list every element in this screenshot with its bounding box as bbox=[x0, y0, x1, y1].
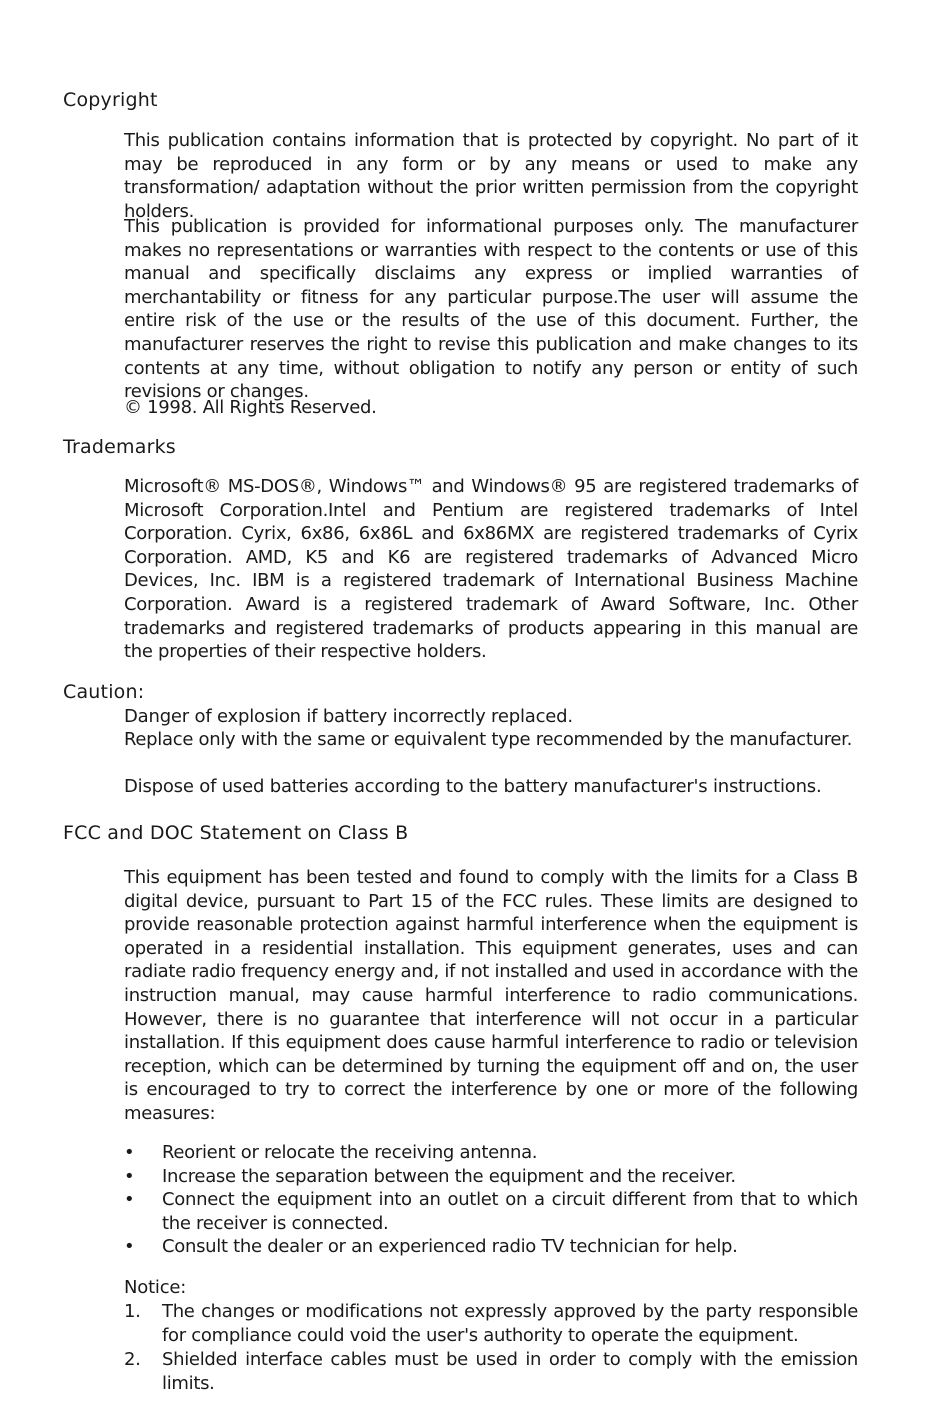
list-item: • Reorient or relocate the receiving antenna. bbox=[124, 1142, 538, 1163]
copyright-paragraph-2: This publication is provided for informational purposes only. The manufacturer makes no representations or warranties with respect to the contents or use of this manual and specifically disclaims any express or implied warranties of merchantability or fitness for any particular purpose.The user will assume the entire risk of the use or the results of the use of this document. Further, the manufacturer reserves the right to revise this publication and make changes to its contents at any time, without obligation to notify any person or entity of such revisions or changes. bbox=[124, 216, 858, 403]
copyright-notice: © 1998. All Rights Reserved. bbox=[124, 397, 377, 418]
caution-heading: Caution: bbox=[63, 681, 145, 703]
trademarks-heading: Trademarks bbox=[63, 436, 176, 458]
list-item: • Consult the dealer or an experienced radio TV technician for help. bbox=[124, 1236, 738, 1258]
copyright-paragraph-1: This publication contains information that is protected by copyright. No part of it may be reproduced in any form or by any means or used to make any transformation/ adaptation without the prior written permission from the copyright holders. bbox=[124, 130, 858, 222]
bullet-marker: • bbox=[124, 1165, 135, 1187]
caution-line-1: Danger of explosion if battery incorrectly replaced. bbox=[124, 706, 573, 727]
list-item: 1. The changes or modifications not expressly approved by the party responsible for compliance could void the user's authority to operate the equipment. bbox=[124, 1301, 858, 1346]
notice-label: Notice: bbox=[124, 1277, 187, 1298]
trademarks-paragraph: Microsoft® MS-DOS®, Windows™ and Windows® 95 are registered trademarks of Microsoft Corporation.Intel and Pentium are registered trademarks of Intel Corporation. Cyrix, 6x86, 6x86L and 6x86MX are registered trademarks of Cyrix Corporation. AMD, K5 and K6 are registered trademarks of Advanced Micro Devices, Inc. IBM is a registered trademark of International Business Machine Corporation. Award is a registered trademark of Award Software, Inc. Other trademarks and registered trademarks of products appearing in this manual are the properties of their respective holders. bbox=[124, 476, 858, 663]
caution-line-3: Dispose of used batteries according to the battery manufacturer's instructions. bbox=[124, 776, 822, 797]
fcc-heading: FCC and DOC Statement on Class B bbox=[63, 822, 409, 844]
list-item: • Connect the equipment into an outlet on a circuit different from that to which the receiver is connected. bbox=[124, 1189, 858, 1234]
notice-number: 1. bbox=[124, 1301, 141, 1322]
caution-line-2: Replace only with the same or equivalent type recommended by the manufacturer. bbox=[124, 729, 853, 750]
bullet-marker: • bbox=[124, 1236, 135, 1258]
notice-list bbox=[124, 1300, 858, 1395]
fcc-measures-list bbox=[124, 1141, 858, 1259]
notice-number: 2. bbox=[124, 1349, 141, 1371]
copyright-heading: Copyright bbox=[63, 89, 158, 111]
fcc-paragraph: This equipment has been tested and found to comply with the limits for a Class B digital device, pursuant to Part 15 of the FCC rules. These limits are designed to provide reasonable protection against harmful interference when the equipment is operated in a residential installation. This equipment generates, uses and can radiate radio frequency energy and, if not installed and used in accordance with the instruction manual, may cause harmful interference to radio communications. However, there is no guarantee that interference will not occur in a particular installation. If this equipment does cause harmful interference to radio or television reception, which can be determined by turning the equipment off and on, the user is encouraged to try to correct the interference by one or more of the following measures: bbox=[124, 867, 858, 1124]
list-item: 2. Shielded interface cables must be used in order to comply with the emission limits. bbox=[124, 1349, 858, 1394]
bullet-marker: • bbox=[124, 1189, 135, 1211]
bullet-marker: • bbox=[124, 1142, 135, 1163]
list-item: • Increase the separation between the equipment and the receiver. bbox=[124, 1165, 736, 1187]
